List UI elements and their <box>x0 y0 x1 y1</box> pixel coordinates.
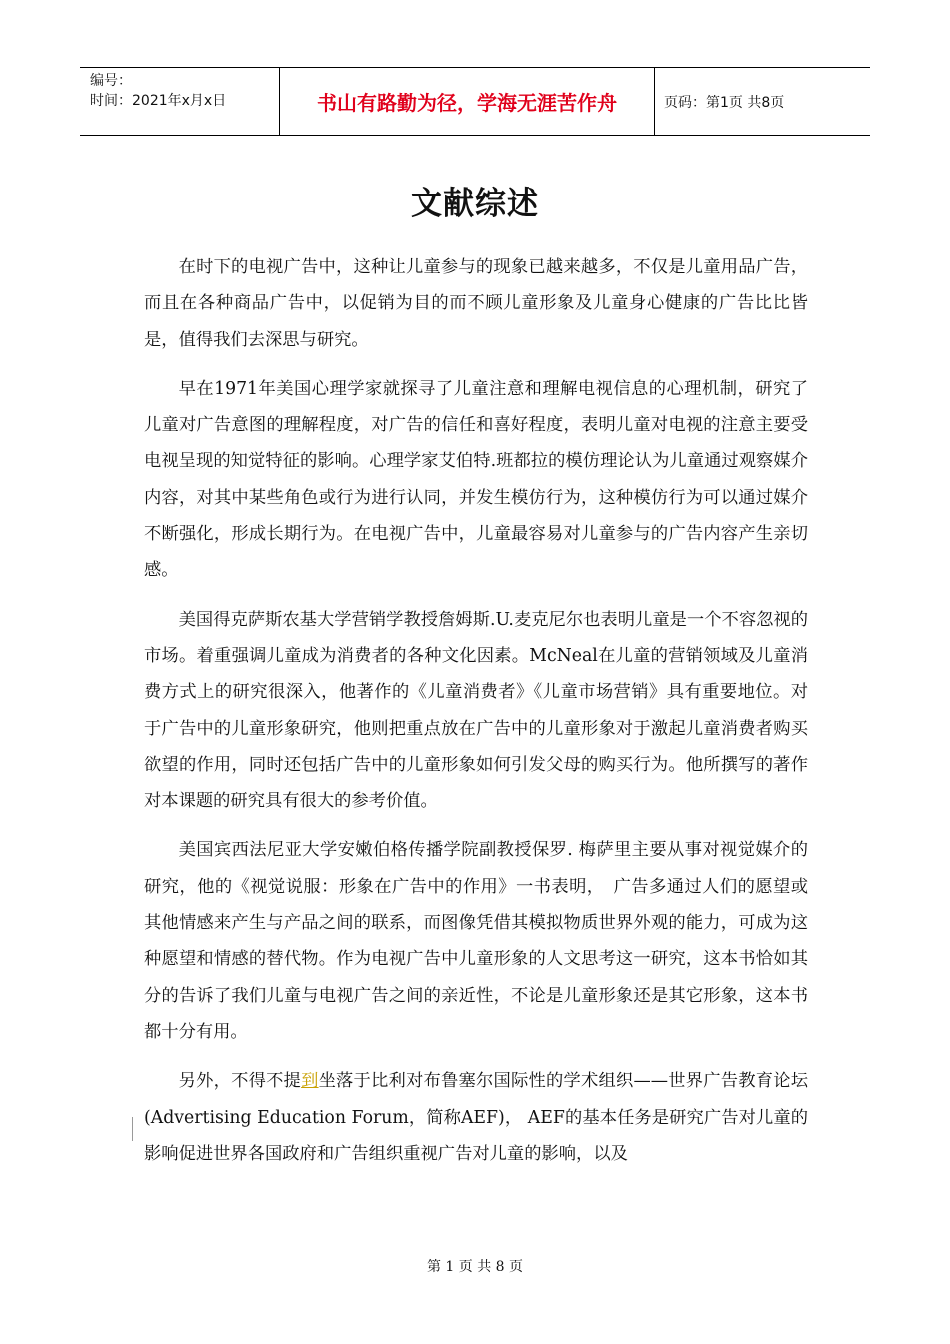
paragraph-1: 在时下的电视广告中，这种让儿童参与的现象已越来越多，不仅是儿童用品广告，而且在各种商品广告中，以促销为目的而不顾儿童形象及儿童身心健康的广告比比皆是，值得我们去深思与研究。 <box>144 257 808 350</box>
paragraph-2: 早在1971年美国心理学家就探寻了儿童注意和理解电视信息的心理机制，研究了儿童对广告意图的理解程度，对广告的信任和喜好程度，表明儿童对电视的注意主要受电视呈现的知觉特征的影响。心理学家艾伯特.班都拉的模仿理论认为儿童通过观察媒介内容，对其中某些角色或行为进行认同，并发生模仿行为，这种模仿行为可以通过媒介不断强化，形成长期行为。在电视广告中，儿童最容易对儿童参与的广告内容产生亲切感。 <box>144 378 808 581</box>
paragraph-5-rest: 坐落于比利对布鲁塞尔国际性的学术组织——世界广告教育论坛(Advertising Education Forum，简称AEF)， AEF的基本任务是研究广告对儿童的影响促进世界各国政府和广告组织重视广告对儿童的影响，以及 <box>144 1071 808 1164</box>
header-motto-cell <box>280 68 655 135</box>
revision-mark: 到 <box>301 1071 319 1092</box>
page-title: 文献综述 <box>411 186 539 222</box>
document-body <box>144 249 808 1185</box>
time-label: 时间：2021年x月x日 <box>90 93 227 109</box>
paragraph-4: 美国宾西法尼亚大学安嫩伯格传播学院副教授保罗. 梅萨里主要从事对视觉媒介的研究，他的《视觉说服：形象在广告中的作用》一书表明， 广告多通过人们的愿望或其他情感来产生与产品之间的联系，而图像凭借其模拟物质世界外观的能力，可成为这种愿望和情感的替代物。作为电视广告中儿童形象的人文思考这一研究，这本书恰如其分的告诉了我们儿童与电视广告之间的亲近性，不论是儿童形象还是其它形象，这本书都十分有用。 <box>144 840 808 1042</box>
header-page-cell <box>655 68 870 135</box>
serial-label: 编号： <box>90 73 132 89</box>
paragraph-5-start: 另外，不得不提 <box>178 1071 302 1092</box>
paragraph-3: 美国得克萨斯农基大学营销学教授詹姆斯.U.麦克尼尔也表明儿童是一个不容忽视的市场。着重强调儿童成为消费者的各种文化因素。McNeal在儿童的营销领域及儿童消费方式上的研究很深入，他著作的《儿童消费者》《儿童市场营销》具有重要地位。对于广告中的儿童形象研究，他则把重点放在广告中的儿童形象对于激起儿童消费者购买欲望的作用，同时还包括广告中的儿童形象如何引发父母的购买行为。他所撰写的著作对本课题的研究具有很大的参考价值。 <box>144 609 808 812</box>
page-label: 页码：第1页 共8页 <box>664 94 785 111</box>
page-footer: 第 1 页 共 8 页 <box>426 1259 524 1275</box>
header-left-cell <box>80 68 280 135</box>
motto: 书山有路勤为径，学海无涯苦作舟 <box>317 91 617 115</box>
header-table <box>80 67 870 136</box>
change-bar <box>132 1117 133 1141</box>
paragraph-5 <box>144 1063 808 1172</box>
